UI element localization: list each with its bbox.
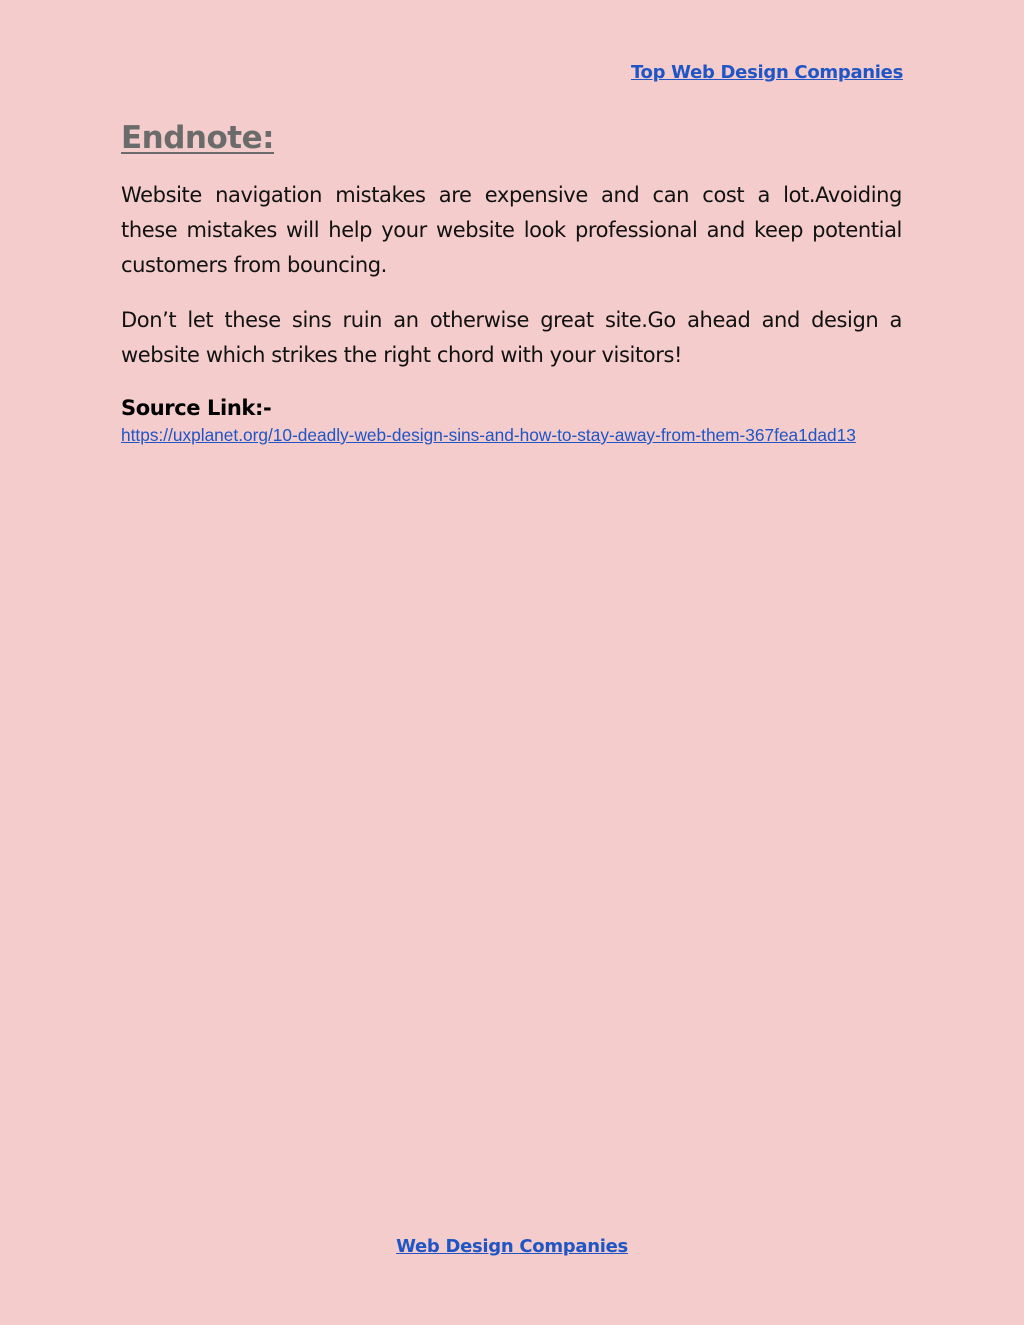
- top-web-design-companies-link[interactable]: Top Web Design Companies: [630, 62, 903, 83]
- main-content: [121, 120, 902, 447]
- paragraph-1: Website navigation mistakes are expensive and can cost a lot.Avoiding these mistakes will help your website look professional and keep potential customers from bouncing.: [121, 183, 902, 277]
- source-url-link[interactable]: https://uxplanet.org/10-deadly-web-design-sins-and-how-to-stay-away-from-them-367fea1dad13: [121, 425, 856, 445]
- source-link-label: Source Link:-: [121, 396, 272, 420]
- page-heading: Endnote:: [121, 120, 275, 156]
- paragraph-2: Don’t let these sins ruin an otherwise great site.Go ahead and design a website which strikes the right chord with your visitors!: [121, 308, 902, 367]
- footer: [0, 1236, 1024, 1257]
- web-design-companies-link[interactable]: Web Design Companies: [396, 1236, 628, 1257]
